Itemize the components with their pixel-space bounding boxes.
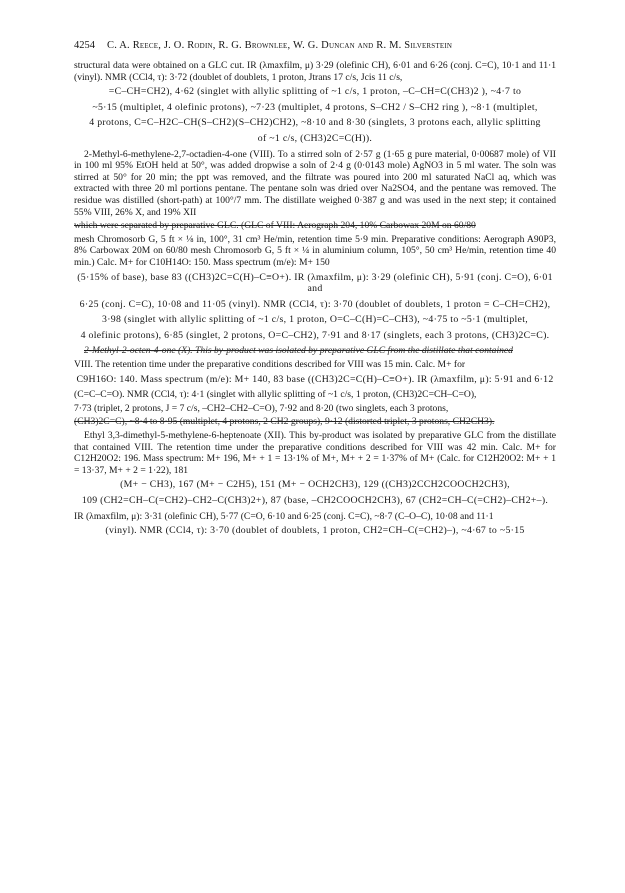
formula-line: 4 protons, C=C–H2C–CH(S–CH2)(S–CH2)CH2), ~8·10 and 8·30 (singlets, 3 protons each, allylic splitting (89, 117, 541, 129)
article-body (74, 60, 556, 541)
formula-line: 3·98 (singlet with allylic splitting of ~1 c/s, 1 proton, O=C–C(H)=C–CH3), ~4·75 to ~5·1 (multiplet, (102, 314, 528, 326)
paragraph: mesh Chromosorb G, 5 ft × ⅛ in, 100°, 31 cm³ He/min, retention time 5·9 min. Preparative conditions: Aerograph A90P3, 8% Carbowax 20M on 60/80 mesh Chromosorb G, 5 ft × ¼ in aluminium column, 105°, 50 cm³ He/min, retention time 40 min.) Calc. M+ for C10H14O: 150. Mass spectrum (m/e): M+ 150 (74, 233, 556, 268)
formula-line: of ~1 c/s, (CH3)2C=C(H)). (257, 132, 373, 144)
running-authors: C. A. Reece, J. O. Rodin, R. G. Brownlee, W. G. Duncan and R. M. Silverstein (107, 40, 453, 51)
paragraph: structural data were obtained on a GLC cut. IR (λmaxfilm, μ) 3·29 (olefinic CH), 6·01 and 6·26 (conj. C=C), 10·1 and 11·1 (vinyl). NMR (CCl4, τ): 3·72 (doublet of doublets, 1 proton, Jtrans 17 c/s, Jcis 11 c/s, (74, 60, 556, 83)
page-header (74, 40, 556, 51)
formula-line: 109 (CH2=CH–C(=CH2)–CH2–C(CH3)2+), 87 (base, –CH2COOCH2CH3), 67 (CH2=CH–C(=CH2)–CH2+–). (81, 495, 549, 506)
formula-line: ~5·15 (multiplet, 4 olefinic protons), ~7·23 (multiplet, 4 protons, S–CH2 / S–CH2 ring ), ~8·1 (multiplet, (92, 101, 538, 113)
section-compound-viii: 2-Methyl-6-methylene-2,7-octadien-4-one (VIII). To a stirred soln of 2·57 g (1·65 g pure material, 0·00687 mole) of VII in 100 ml 95% EtOH held at 50°, was added dropwise a soln of 2·4 g (0·0143 mole) AgNO3 in 5 ml water. The soln was stirred at 50° for 20 min; the ppt was removed, and the filtrate was poured into 200 ml saturated NaCl aq, which was extracted with three 20 ml portions pentane. The pentane soln was dried over Na2SO4, and the pentane was removed. The residue was distilled (short-path) at 100°/7 mm. The distillate weighed 0·387 g and was used in the next step; it contained 55% VIII, 26% X, and 19% XII (74, 148, 556, 218)
paragraph-struck: which were separated by preparative GLC. (GLC of VIII: Aerograph 204, 10% Carbowax 20M on 60/80 (74, 220, 476, 232)
formula-line: (vinyl). NMR (CCl4, τ): 3·70 (doublet of doublets, 1 proton, CH2=CH–C(=CH2)–), ~4·67 to ~5·15 (105, 525, 525, 537)
paragraph-struck: (CH3)2C=C), ~8·4 to 8·95 (multiplet, 4 protons, 2 CH2 groups), 9·12 (distorted triplet, 3 protons, CH2CH3). (74, 416, 495, 428)
paragraph: IR (λmaxfilm, μ): 3·31 (olefinic CH), 5·77 (C=O, 6·10 and 6·25 (conj. C=C), ~8·7 (C–O–C), 10·08 and 11·1 (74, 510, 494, 522)
paragraph: 7·73 (triplet, 2 protons, J = 7 c/s, –CH2–CH2–C=O), 7·92 and 8·20 (two singlets, each 3 protons, (74, 402, 449, 414)
formula-line: =C–CH=CH2), 4·62 (singlet with allylic splitting of ~1 c/s, 1 proton, –C–CH=C(CH3)2 ), ~4·7 to (108, 86, 522, 98)
section-compound-xii: Ethyl 3,3-dimethyl-5-methylene-6-heptenoate (XII). This by-product was isolated by preparative GLC from the distillate that contained VIII. The retention time under the preparative conditions described for VIII was 42 min. Calc. M+ for C12H20O2: 196. Mass spectrum: M+ 196, M+ + 1 = 13·1% of M+, M+ + 2 = 1·37% of M+ (Calc. for C12H20O2: M+ + 1 = 13·37, M+ + 2 = 1·22), 181 (74, 430, 556, 476)
page-number: 4254 (74, 40, 95, 51)
formula-line: (5·15% of base), base 83 ((CH3)2C=C(H)–C≡O+). IR (λmaxfilm, μ): 3·29 (olefinic CH), 5·91 (conj. C=O), 6·01 and (77, 271, 553, 295)
formula-line: C9H16O: 140. Mass spectrum (m/e): M+ 140, 83 base ((CH3)2C=C(H)–C≡O+). IR (λmaxfilm, μ): 5·91 and 6·12 (76, 373, 554, 385)
formula-line: (M+ − CH3), 167 (M+ − C2H5), 151 (M+ − OCH2CH3), 129 ((CH3)2CCH2COOCH2CH3), (120, 479, 510, 491)
section-compound-x: 2-Methyl-2-octen-4-one (X). This by-product was isolated by preparative GLC from the distillate that contained (84, 345, 513, 357)
paragraph: VIII. The retention time under the preparative conditions described for VIII was 15 min. Calc. M+ for (74, 359, 466, 371)
formula-line: 4 olefinic protons), 6·85 (singlet, 2 protons, O=C–CH2), 7·91 and 8·17 (singlets, each 3 protons, (CH3)2C=C). (80, 329, 550, 341)
formula-line: 6·25 (conj. C=C), 10·08 and 11·05 (vinyl). NMR (CCl4, τ): 3·70 (doublet of doublets, 1 proton = C–CH=CH2), (79, 298, 551, 310)
paragraph: (C=C–C=O). NMR (CCl4, τ): 4·1 (singlet with allylic splitting of ~1 c/s, 1 proton, (CH3)2C=CH–C=O), (74, 389, 477, 401)
